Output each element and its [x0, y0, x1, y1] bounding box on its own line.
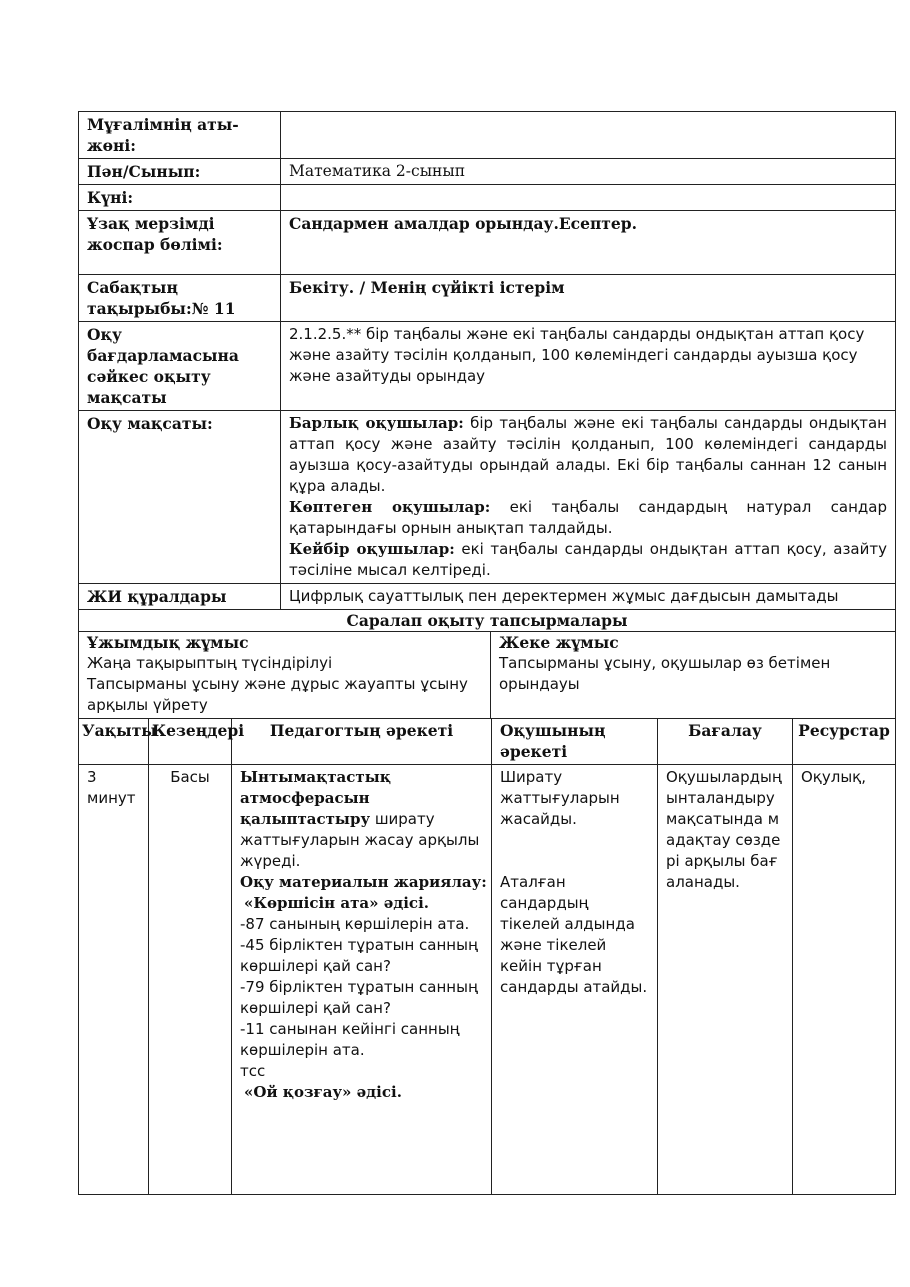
subject-row: [79, 159, 896, 185]
work-types-table: [78, 631, 896, 719]
program-goal-row: [79, 322, 896, 411]
differentiated-title-row: [79, 610, 896, 632]
lesson-plan-document: [78, 111, 896, 1195]
teacher-method-1: «Көршісін ата» әдісі.: [244, 894, 429, 912]
topic-row: [79, 275, 896, 322]
ai-tools-label: ЖИ құралдары: [79, 584, 281, 610]
header-time: Уақыты: [79, 719, 149, 765]
header-teacher-action: Педагогтың әрекеті: [232, 719, 492, 765]
some-students-text: екі таңбалы сандарды ондықтан аттап қосу, азайту тәсіліне мысал келтіреді.: [289, 540, 887, 579]
some-students-label: Кейбір оқушылар:: [289, 540, 455, 558]
group-work-line-2: Тапсырманы ұсыну және дұрыс жауапты ұсыну арқылы үйрету: [87, 675, 468, 714]
long-term-label: Ұзақ мерзімді жоспар бөлімі:: [79, 211, 281, 275]
program-goal-value: 2.1.2.5.** бір таңбалы және екі таңбалы сандарды ондықтан аттап қосу және азайту тәсілін қолданып, 100 көлеміндегі сандарды ауызша қосу және азайтуды орындау: [281, 322, 896, 411]
date-row: [79, 185, 896, 211]
teacher-text-1: ширату жаттығуларын жасау арқылы жүреді.: [240, 810, 480, 870]
ai-tools-row: [79, 584, 896, 610]
group-work-line-1: Жаңа тақырыптың түсіндірілуі: [87, 654, 333, 672]
header-resources: Ресурстар: [793, 719, 896, 765]
teacher-bold-2: Оқу материалын жариялау:: [240, 873, 487, 891]
teacher-label: Мұғалімнің аты-жөні:: [79, 112, 281, 159]
header-student-action: Оқушының әрекеті: [492, 719, 658, 765]
teacher-item-1: -87 санының көршілерін ата.: [240, 915, 470, 933]
learning-goals-row: [79, 411, 896, 584]
topic-value: Бекіту. / Менің сүйікті істерім: [281, 275, 896, 322]
student-action-cell: [492, 765, 658, 1195]
teacher-item-3: -79 бірліктен тұратын санның көршілері қай сан?: [240, 978, 478, 1017]
group-work-cell: [79, 632, 491, 719]
student-text-1: Ширату жаттығуларын жасайды.: [500, 768, 620, 828]
time-cell: 3 минут: [79, 765, 149, 1195]
teacher-bold-1: Ынтымақтастық атмосферасын қалыптастыру: [240, 768, 391, 828]
group-work-title: Ұжымдық жұмыс: [87, 633, 249, 652]
teacher-action-cell: [232, 765, 492, 1195]
individual-work-title: Жеке жұмыс: [499, 633, 619, 652]
topic-label: Сабақтың тақырыбы:№ 11: [79, 275, 281, 322]
individual-work-cell: [491, 632, 896, 719]
teacher-row: [79, 112, 896, 159]
work-types-row: [79, 632, 896, 719]
teacher-value: [281, 112, 896, 159]
learning-goals-label: Оқу мақсаты:: [79, 411, 281, 584]
date-value: [281, 185, 896, 211]
subject-value: Математика 2-сынып: [281, 159, 896, 185]
header-assessment: Бағалау: [658, 719, 793, 765]
all-students-label: Барлық оқушылар:: [289, 414, 464, 432]
info-table: [78, 111, 896, 632]
ai-tools-value: Цифрлық сауаттылық пен деректермен жұмыс дағдысын дамытады: [281, 584, 896, 610]
teacher-item-2: -45 бірліктен тұратын санның көршілері қай сан?: [240, 936, 478, 975]
student-text-2: Аталған сандардың тікелей алдында және тікелей кейін тұрған сандарды атайды.: [500, 873, 648, 996]
lesson-flow-table: [78, 718, 896, 1195]
subject-label: Пән/Сынып:: [79, 159, 281, 185]
long-term-row: [79, 211, 896, 275]
stage-cell: Басы: [149, 765, 232, 1195]
lesson-header-row: [79, 719, 896, 765]
long-term-value: Сандармен амалдар орындау.Есептер.: [281, 211, 896, 275]
lesson-row-intro: [79, 765, 896, 1195]
assessment-cell: Оқушылардың ынталандыру мақсатында мадақтау сөздері арқылы бағаланады.: [658, 765, 793, 1195]
most-students-label: Көптеген оқушылар:: [289, 498, 491, 516]
all-students-text: бір таңбалы және екі таңбалы сандарды ондықтан аттап қосу және азайту тәсілін қолданып, 100 көлеміндегі сандарды ауызша қосу-азайтуды орындай алады. Екі бір таңбалы саннан 12 санын құра алады.: [289, 414, 887, 495]
teacher-method-2: «Ой қозғау» әдісі.: [244, 1083, 402, 1101]
date-label: Күні:: [79, 185, 281, 211]
header-stage: Кезеңдері: [149, 719, 232, 765]
teacher-item-4: -11 санынан кейінгі санның көршілерін ата.: [240, 1020, 460, 1059]
learning-goals-value: [281, 411, 896, 584]
teacher-item-5: тсс: [240, 1062, 266, 1080]
program-goal-label: Оқу бағдарламасына сәйкес оқыту мақсаты: [79, 322, 281, 411]
resources-cell: Оқулық,: [793, 765, 896, 1195]
differentiated-title: Саралап оқыту тапсырмалары: [79, 610, 896, 632]
most-students-text: екі таңбалы сандардың натурал сандар қатарындағы орнын анықтап талдайды.: [289, 498, 887, 537]
individual-work-text: Тапсырманы ұсыну, оқушылар өз бетімен орындауы: [499, 654, 831, 693]
